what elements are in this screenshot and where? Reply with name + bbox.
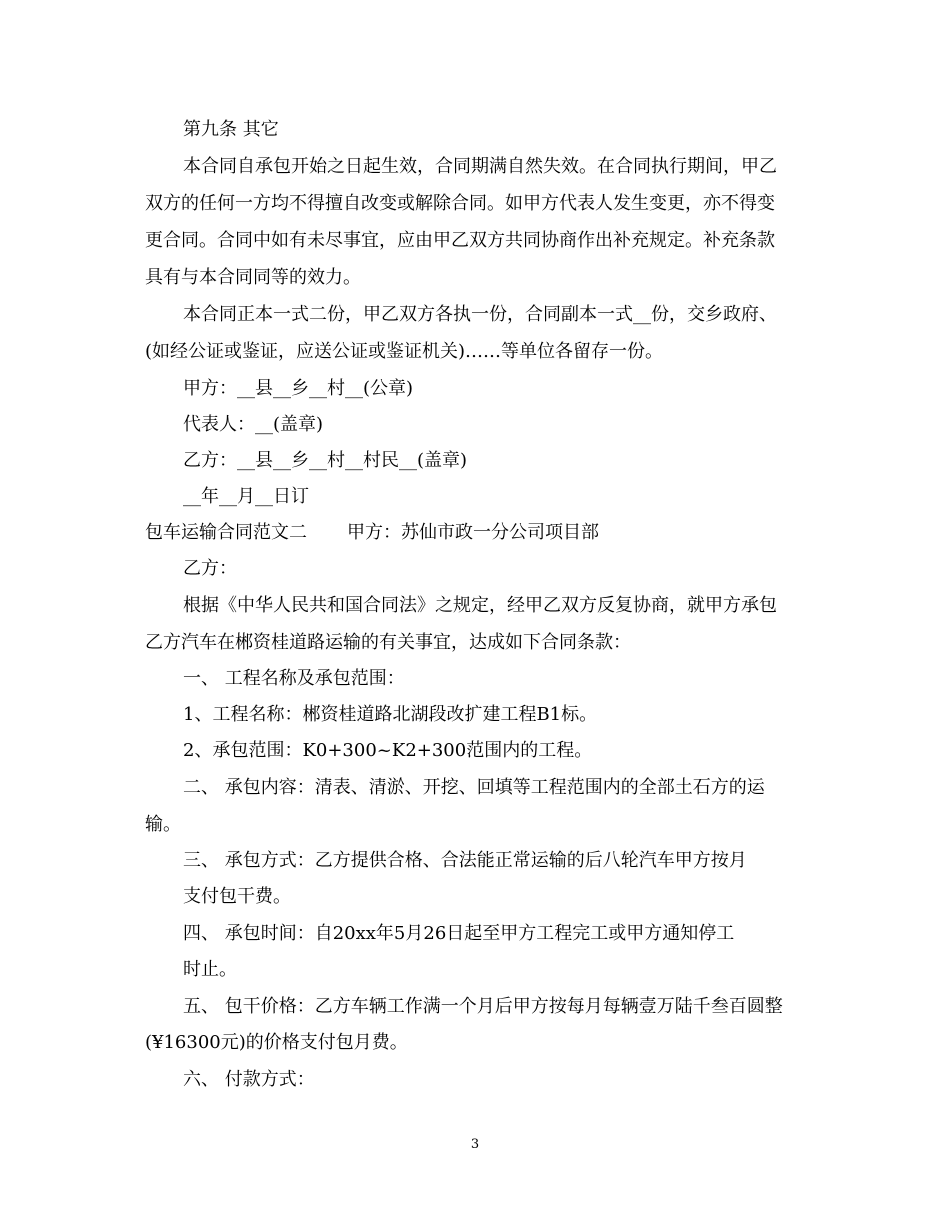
- clause-heading: 二、 承包内容：清表、清淤、开挖、回填等工程范围内的全部土石方的运: [183, 777, 765, 798]
- paragraph-line: 更合同。合同中如有未尽事宜，应由甲乙双方共同协商作出补充规定。补充条款: [145, 230, 775, 251]
- clause-item: 1、工程名称：郴资桂道路北湖段改扩建工程B1标。: [183, 704, 598, 725]
- paragraph-line: (¥16300元)的价格支付包月费。: [145, 1032, 408, 1053]
- paragraph-line: 根据《中华人民共和国合同法》之规定，经甲乙双方反复协商，就甲方承包: [183, 595, 777, 616]
- clause-heading: 六、 付款方式：: [183, 1069, 315, 1090]
- party-b-label: 乙方：: [183, 558, 237, 579]
- page-number: 3: [470, 1137, 480, 1152]
- paragraph-line: (如经公证或鉴证，应送公证或鉴证机关)……等单位各留存一份。: [145, 341, 664, 362]
- paragraph-line: 本合同正本一式二份，甲乙双方各执一份，合同副本一式__份，交乡政府、: [183, 304, 777, 325]
- party-a-name: 甲方：苏仙市政一分公司项目部: [347, 522, 599, 543]
- contract-title: 包车运输合同范文二: [145, 522, 307, 543]
- contract-title-line: [145, 521, 599, 545]
- paragraph-line: 本合同自承包开始之日起生效，合同期满自然失效。在合同执行期间，甲乙: [183, 156, 777, 177]
- clause-heading: 三、 承包方式：乙方提供合格、合法能正常运输的后八轮汽车甲方按月: [183, 850, 747, 871]
- paragraph-line: 时止。: [183, 959, 237, 980]
- clause-heading: 五、 包干价格：乙方车辆工作满一个月后甲方按每月每辆壹万陆千叁百圆整: [183, 996, 783, 1017]
- paragraph-line: 支付包干费。: [183, 886, 291, 907]
- paragraph-line: 双方的任何一方均不得擅自改变或解除合同。如甲方代表人发生变更，亦不得变: [145, 193, 775, 214]
- party-a-signature-line: 甲方：__县__乡__村__(公章): [183, 378, 414, 399]
- paragraph-line: 乙方汽车在郴资桂道路运输的有关事宜，达成如下合同条款：: [145, 632, 631, 653]
- paragraph-line: 具有与本合同同等的效力。: [145, 267, 361, 288]
- party-b-signature-line: 乙方：__县__乡__村__村民__(盖章): [183, 450, 468, 471]
- clause-item: 2、承包范围：K0+300~K2+300范围内的工程。: [183, 740, 593, 761]
- representative-signature-line: 代表人：__(盖章): [183, 414, 324, 435]
- clause-heading: 四、 承包时间：自20xx年5月26日起至甲方工程完工或甲方通知停工: [183, 923, 735, 944]
- date-line: __年__月__日订: [183, 486, 309, 507]
- section-heading: 第九条 其它: [183, 119, 279, 140]
- clause-heading: 一、 工程名称及承包范围：: [183, 668, 405, 689]
- paragraph-line: 输。: [145, 814, 181, 835]
